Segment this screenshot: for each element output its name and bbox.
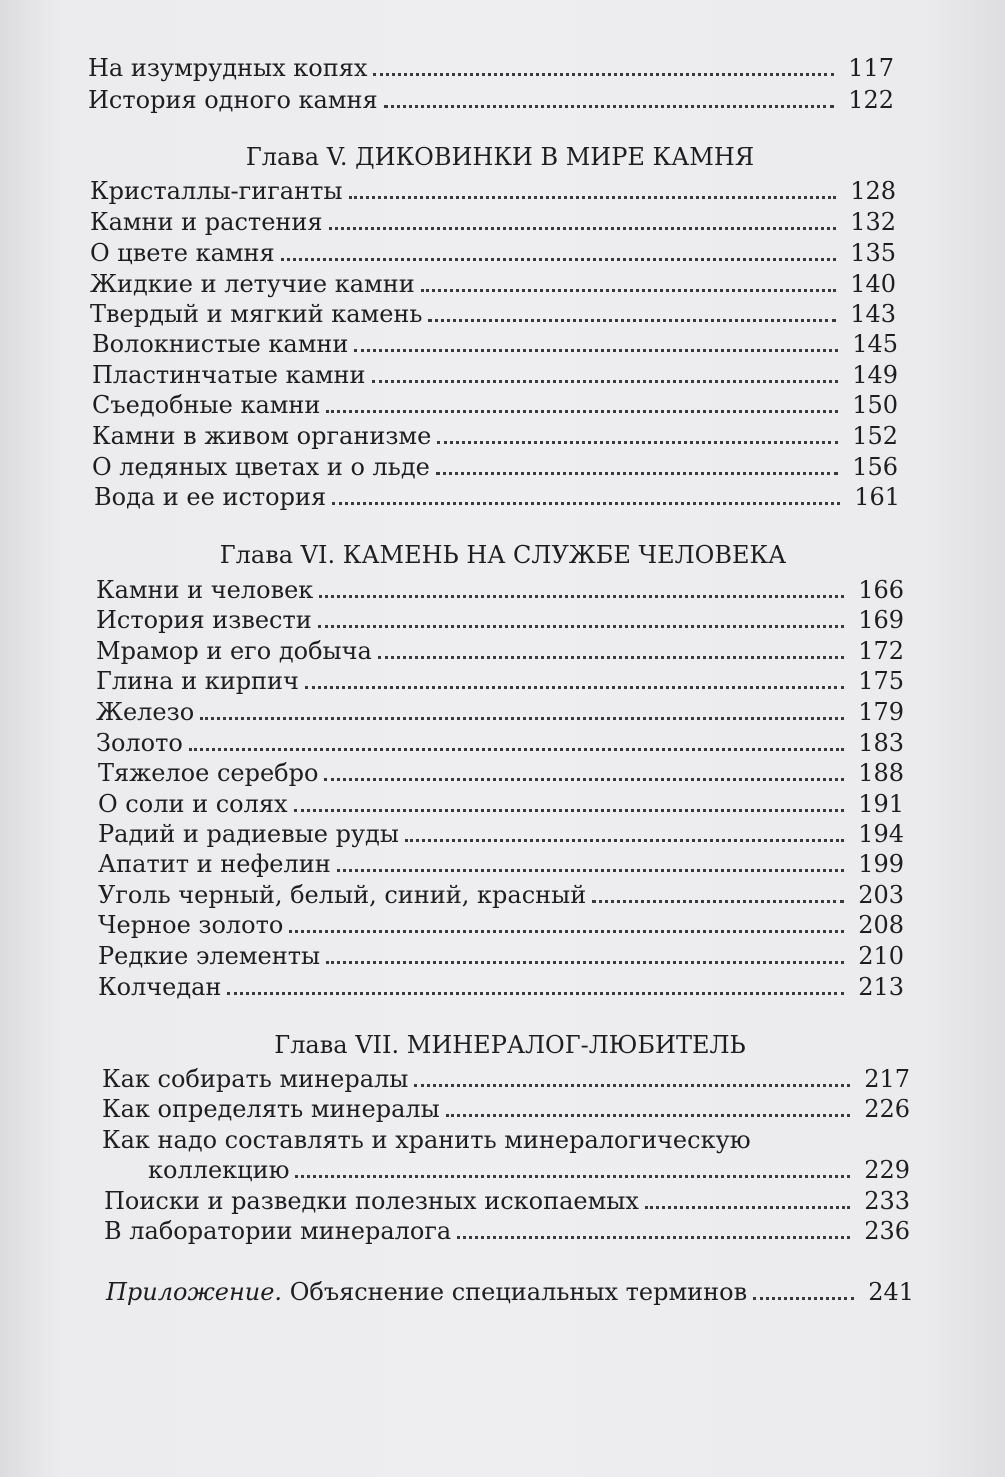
toc-entry: [104, 1185, 910, 1215]
entry-page: 156: [852, 453, 898, 481]
dot-leader: [405, 839, 844, 842]
toc-entry: [92, 389, 898, 419]
entry-title: Твердый и мягкий камень: [90, 300, 423, 328]
entry-page: 135: [850, 239, 896, 267]
entry-title: Мрамор и его добыча: [96, 637, 372, 665]
toc-entry: [88, 84, 894, 114]
dot-leader: [378, 656, 844, 659]
entry-title: Апатит и нефелин: [98, 850, 331, 878]
toc-entry: [90, 268, 896, 298]
dot-leader: [295, 1175, 850, 1178]
dot-leader: [436, 472, 838, 475]
entry-title: О ледяных цветах и о льде: [92, 453, 430, 481]
entry-title: Камни в живом организме: [92, 422, 432, 450]
toc-entry: [90, 175, 896, 205]
dot-leader: [332, 502, 840, 505]
dot-leader: [373, 73, 834, 76]
entry-page: 194: [858, 820, 904, 848]
dot-leader: [349, 196, 837, 199]
chapter-heading: Глава V. ДИКОВИНКИ В МИРЕ КАМНЯ: [245, 143, 755, 171]
toc-entry: [90, 298, 896, 328]
entry-title: Железо: [96, 698, 195, 726]
dot-leader: [281, 258, 836, 261]
entry-page: 150: [852, 391, 898, 419]
entry-title: Кристаллы-гиганты: [90, 177, 343, 205]
entry-page: 152: [852, 422, 898, 450]
entry-page: 179: [858, 698, 904, 726]
toc-entry: [92, 359, 898, 389]
entry-page: 143: [850, 300, 896, 328]
entry-title: Камни и человек: [96, 576, 314, 604]
entry-page: 145: [852, 330, 898, 358]
entry-title: История извести: [96, 606, 312, 634]
entry-title: О соли и солях: [98, 790, 288, 818]
toc-entry: [98, 909, 904, 939]
toc-entry: [148, 1154, 910, 1184]
entry-title: Съедобные камни: [92, 391, 321, 419]
dot-leader: [428, 319, 836, 322]
entry-title: Редкие элементы: [98, 942, 321, 970]
entry-page: 229: [864, 1156, 910, 1184]
toc-entry: [96, 665, 904, 695]
dot-leader: [337, 869, 844, 872]
dot-leader: [421, 289, 836, 292]
appendix-label: Приложение.: [106, 1278, 283, 1306]
toc-entry: [92, 451, 898, 481]
dot-leader: [200, 717, 844, 720]
toc-entry: [98, 879, 904, 909]
dot-leader: [326, 961, 844, 964]
entry-title: Как определять минералы: [102, 1095, 440, 1123]
entry-title: Пластинчатые камни: [92, 361, 366, 389]
dot-leader: [437, 441, 838, 444]
entry-page: 172: [858, 637, 904, 665]
entry-page: 236: [864, 1217, 910, 1245]
entry-title: Глина и кирпич: [96, 667, 299, 695]
dot-leader: [324, 778, 844, 781]
dot-leader: [227, 992, 844, 995]
toc-entry: [90, 237, 896, 267]
entry-title: [106, 1278, 747, 1306]
toc-entry: [98, 848, 904, 878]
toc-entry: [96, 574, 904, 604]
dot-leader: [457, 1236, 850, 1239]
dot-leader: [294, 809, 844, 812]
dot-leader: [319, 595, 844, 598]
entry-page: 175: [858, 667, 904, 695]
entry-page: 161: [854, 483, 900, 511]
entry-title: Волокнистые камни: [92, 330, 349, 358]
toc-entry: [102, 1124, 910, 1154]
toc-entry: [98, 971, 904, 1001]
entry-title: Вода и ее история: [94, 483, 327, 511]
entry-title: История одного камня: [88, 86, 378, 114]
entry-title: Как собирать минералы: [102, 1065, 409, 1093]
entry-page: 217: [864, 1065, 910, 1093]
entry-page: 226: [864, 1095, 910, 1123]
entry-page: 183: [858, 729, 904, 757]
entry-page: 199: [858, 850, 904, 878]
dot-leader: [414, 1084, 850, 1087]
entry-page: 128: [850, 177, 896, 205]
dot-leader: [318, 625, 844, 628]
toc-entry: [92, 328, 898, 358]
toc-entry: [98, 818, 904, 848]
entry-page: 166: [858, 576, 904, 604]
entry-page: 241: [868, 1278, 914, 1306]
appendix-title: Объяснение специальных терминов: [289, 1278, 748, 1306]
entry-page: 191: [858, 790, 904, 818]
toc-entry: [96, 727, 904, 757]
dot-leader: [326, 410, 838, 413]
toc-entry: [98, 940, 904, 970]
toc-entry: [96, 696, 904, 726]
entry-page: 233: [864, 1187, 910, 1215]
toc-entry: [98, 788, 904, 818]
entry-page: 210: [858, 942, 904, 970]
chapter-heading: Глава VII. МИНЕРАЛОГ-ЛЮБИТЕЛЬ: [274, 1031, 746, 1059]
toc-entry: [102, 1093, 910, 1123]
entry-title: Радий и радиевые руды: [98, 820, 399, 848]
entry-title: Поиски и разведки полезных ископаемых: [104, 1187, 639, 1215]
dot-leader: [645, 1206, 850, 1209]
toc-entry: [96, 635, 904, 665]
entry-title: Камни и растения: [90, 208, 323, 236]
entry-page: 188: [858, 759, 904, 787]
dot-leader: [305, 686, 844, 689]
entry-title: Как надо составлять и хранить минералогическую: [102, 1126, 751, 1154]
entry-title: В лаборатории минералога: [104, 1217, 452, 1245]
entry-title: коллекцию: [148, 1156, 290, 1184]
dot-leader: [384, 105, 834, 108]
toc-entry: [96, 604, 904, 634]
entry-title: Черное золото: [98, 911, 284, 939]
dot-leader: [354, 349, 838, 352]
toc-entry: [104, 1215, 910, 1245]
toc-entry: [102, 1063, 910, 1093]
entry-page: 149: [852, 361, 898, 389]
chapter-heading: Глава VI. КАМЕНЬ НА СЛУЖБЕ ЧЕЛОВЕКА: [219, 541, 787, 569]
entry-title: Уголь черный, белый, синий, красный: [98, 881, 587, 909]
dot-leader: [372, 380, 838, 383]
toc-entry-appendix: [106, 1276, 914, 1306]
dot-leader: [592, 900, 844, 903]
toc-entry: [90, 206, 896, 236]
entry-page: 213: [858, 973, 904, 1001]
toc-entry: [88, 52, 894, 82]
dot-leader: [289, 930, 844, 933]
entry-page: 208: [858, 911, 904, 939]
dot-leader: [329, 227, 836, 230]
entry-title: О цвете камня: [90, 239, 275, 267]
entry-page: 122: [848, 86, 894, 114]
entry-title: Тяжелое серебро: [98, 759, 319, 787]
entry-title: Колчедан: [98, 973, 222, 1001]
toc-entry: [92, 420, 898, 450]
dot-leader: [189, 748, 844, 751]
dot-leader: [446, 1114, 850, 1117]
entry-title: Жидкие и летучие камни: [90, 270, 415, 298]
entry-title: На изумрудных копях: [88, 54, 368, 82]
dot-leader: [753, 1297, 854, 1300]
entry-page: 132: [850, 208, 896, 236]
entry-page: 169: [858, 606, 904, 634]
entry-page: 117: [848, 54, 894, 82]
toc-entry: [98, 757, 904, 787]
entry-title: Золото: [96, 729, 183, 757]
toc-entry: [94, 481, 900, 511]
entry-page: 140: [850, 270, 896, 298]
entry-page: 203: [858, 881, 904, 909]
